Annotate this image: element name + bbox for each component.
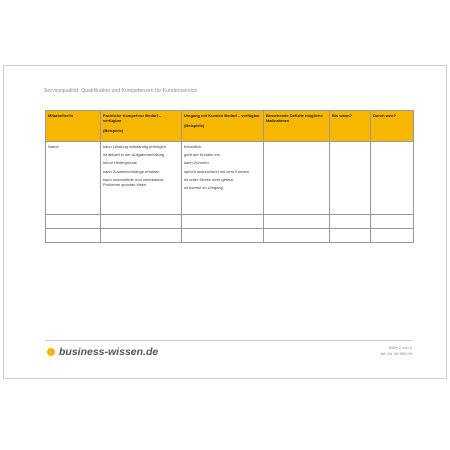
list-item: kann Leistung vollständig erbringen	[103, 144, 166, 149]
empty-cell[interactable]	[101, 215, 182, 229]
table-row	[46, 142, 414, 215]
empty-cell[interactable]	[264, 229, 330, 243]
empty-cell[interactable]	[46, 215, 101, 229]
cell-until-when[interactable]	[330, 142, 371, 215]
cell-customer-handling[interactable]	[182, 142, 264, 215]
list-item: spricht ausreichend mit dem Kunden	[184, 168, 249, 174]
header-label: Bestehende Defizite mögliche Maßnahmen	[266, 113, 323, 124]
header-until-when	[330, 111, 371, 142]
empty-cell[interactable]	[46, 229, 101, 243]
empty-cell[interactable]	[330, 229, 371, 243]
header-label: Mitarbeiter/in	[48, 113, 74, 118]
page-number: Seite 2 von 2	[388, 345, 412, 350]
list-item: kann Zusammenhänge erklären	[103, 168, 160, 174]
list-item: kann Zuhören	[184, 160, 209, 166]
list-item: ist aktuell in der Aufgabenerfüllung	[103, 152, 165, 158]
cell-deficits-measures[interactable]	[264, 142, 330, 215]
article-number: Art.-Nr. 99.066.09	[380, 351, 412, 356]
header-professional-competence	[101, 111, 182, 142]
header-sublabel: (Beispiele)	[184, 123, 205, 129]
header-customer-handling	[182, 111, 264, 142]
list-item: kann unerwartete und unbekannte Probleme spontan lösen	[103, 176, 164, 188]
list-item: freundlich	[184, 144, 202, 149]
table-header-row	[46, 111, 414, 142]
header-label: Umgang mit Kunden Bedarf – verfügbar	[184, 113, 260, 118]
header-deficits-measures	[264, 111, 330, 142]
logo-dot-icon	[47, 348, 55, 356]
header-label: Bis wann?	[332, 113, 353, 118]
list-item: ist unter Stress nicht gereizt	[184, 176, 234, 182]
footer-divider	[45, 340, 413, 341]
table-row-empty	[46, 215, 414, 229]
header-label: Fachliche Kompetenz Bedarf – verfügbar	[103, 113, 162, 124]
header-label: Durch wen?	[373, 113, 396, 118]
document-title: Servicequalität: Qualifikation und Kompetenzen für Kundenservice	[44, 88, 198, 94]
header-employee	[46, 111, 101, 142]
empty-cell[interactable]	[371, 215, 414, 229]
table-row-empty	[46, 229, 414, 243]
header-sublabel: (Beispiele)	[103, 128, 124, 134]
empty-cell[interactable]	[182, 229, 264, 243]
cell-by-whom[interactable]	[371, 142, 414, 215]
empty-cell[interactable]	[264, 215, 330, 229]
empty-cell[interactable]	[330, 215, 371, 229]
list-item: ist korrekt im Umgang	[184, 185, 223, 191]
list-item: kennt Hintergründe	[103, 160, 138, 166]
page-info	[360, 345, 412, 357]
list-item: geht auf Kunden ein	[184, 152, 220, 158]
empty-cell[interactable]	[101, 229, 182, 243]
empty-cell[interactable]	[182, 215, 264, 229]
brand-logo: business-wissen.de	[59, 346, 159, 358]
cell-employee-name[interactable]: Name	[46, 142, 101, 215]
cell-professional-competence[interactable]	[101, 142, 182, 215]
competence-table	[45, 110, 414, 243]
header-by-whom	[371, 111, 414, 142]
empty-cell[interactable]	[371, 229, 414, 243]
